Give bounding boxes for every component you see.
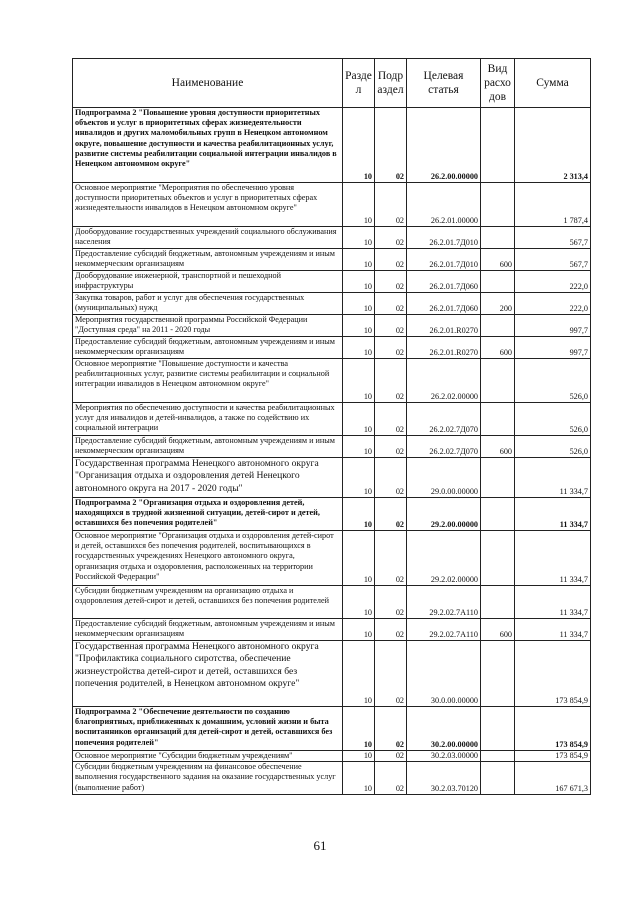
row-name-cell: Предоставление субсидий бюджетным, автономным учреждениям и иным некоммерческим организациям	[73, 249, 343, 271]
row-name-cell: Подпрограмма 2 "Обеспечение деятельности по созданию благоприятных, приближенных к домашним, условий жизни и быта воспитанников организаций для детей-сирот и детей, оставшихся без попечения родителей"	[73, 707, 343, 751]
table-row	[73, 227, 591, 249]
row-name-cell: Подпрограмма 2 "Повышение уровня доступности приоритетных объектов и услуг в приоритетных сферах жизнедеятельности инвалидов и других маломобильных групп в Ненецком автономном округе, повышение доступности и качества реабилитационных услуг, развитие системы реабилитации социальной интеграции инвалидов в Ненецком автономном округе"	[73, 108, 343, 183]
row-article-cell: 26.2.01.7Д010	[407, 227, 481, 249]
row-article-cell: 26.2.01.7Д060	[407, 271, 481, 293]
row-name-cell: Основное мероприятие "Мероприятия по обеспечению уровня доступности приоритетных объектов и услуг в приоритетных сферах жизнедеятельности инвалидов в Ненецком автономном округе"	[73, 183, 343, 227]
row-expense-type-cell: 600	[481, 436, 515, 458]
row-sum-cell: 526,0	[515, 436, 591, 458]
row-sum-cell: 11 334,7	[515, 498, 591, 531]
row-article-cell: 26.2.01.R0270	[407, 315, 481, 337]
row-expense-type-cell: 600	[481, 249, 515, 271]
row-article-cell: 30.2.00.00000	[407, 707, 481, 751]
row-article-cell: 30.2.03.00000	[407, 751, 481, 762]
row-sum-cell: 11 334,7	[515, 531, 591, 586]
row-article-cell: 26.2.02.7Д070	[407, 436, 481, 458]
row-subsection-cell: 02	[375, 641, 407, 707]
row-name-cell: Подпрограмма 2 "Организация отдыха и оздоровления детей, находящихся в трудной жизненной ситуации, детей-сирот и детей, оставшихся без попечения родителей"	[73, 498, 343, 531]
table-row	[73, 249, 591, 271]
row-sum-cell: 11 334,7	[515, 458, 591, 498]
row-expense-type-cell	[481, 315, 515, 337]
row-section-cell: 10	[343, 227, 375, 249]
table-row	[73, 641, 591, 707]
table-row	[73, 403, 591, 436]
row-article-cell: 26.2.02.00000	[407, 359, 481, 403]
row-expense-type-cell	[481, 707, 515, 751]
row-article-cell: 26.2.01.R0270	[407, 337, 481, 359]
table-row	[73, 458, 591, 498]
header-expense-type: Вид расхо дов	[481, 59, 515, 108]
row-name-cell: Субсидии бюджетным учреждениям на финансовое обеспечение выполнения государственного задания на оказание государственных услуг (выполнение работ)	[73, 762, 343, 795]
row-expense-type-cell	[481, 359, 515, 403]
row-sum-cell: 222,0	[515, 271, 591, 293]
row-section-cell: 10	[343, 751, 375, 762]
row-sum-cell: 167 671,3	[515, 762, 591, 795]
row-name-cell: Предоставление субсидий бюджетным, автономным учреждениям и иным некоммерческим организациям	[73, 337, 343, 359]
table-row	[73, 762, 591, 795]
row-subsection-cell: 02	[375, 271, 407, 293]
row-expense-type-cell	[481, 183, 515, 227]
row-expense-type-cell: 200	[481, 293, 515, 315]
row-article-cell: 26.2.01.7Д010	[407, 249, 481, 271]
row-subsection-cell: 02	[375, 227, 407, 249]
row-name-cell: Закупка товаров, работ и услуг для обеспечения государственных (муниципальных) нужд	[73, 293, 343, 315]
row-name-cell: Дооборудование государственных учреждений социального обслуживания населения	[73, 227, 343, 249]
table-row	[73, 707, 591, 751]
row-name-cell: Дооборудование инженерной, транспортной и пешеходной инфраструктуры	[73, 271, 343, 293]
row-name-cell: Государственная программа Ненецкого автономного округа "Организация отдыха и оздоровления детей Ненецкого автономного округа на 2017 - 2020 годы"	[73, 458, 343, 498]
table-header-row	[73, 59, 591, 108]
row-article-cell: 30.2.03.70120	[407, 762, 481, 795]
table-row	[73, 751, 591, 762]
row-sum-cell: 2 313,4	[515, 108, 591, 183]
row-sum-cell: 11 334,7	[515, 586, 591, 619]
table-row	[73, 183, 591, 227]
row-name-cell: Основное мероприятие "Организация отдыха и оздоровления детей-сирот и детей, оставшихся без попечения родителей, воспитывающихся в государственных учреждениях Ненецкого автономного округа, организация отдыха и оздоровления, расположенных на территории Российской Федерации"	[73, 531, 343, 586]
row-section-cell: 10	[343, 762, 375, 795]
row-article-cell: 29.2.02.7А110	[407, 619, 481, 641]
row-expense-type-cell	[481, 751, 515, 762]
table-body	[73, 108, 591, 795]
header-sum: Сумма	[515, 59, 591, 108]
row-sum-cell: 173 854,9	[515, 707, 591, 751]
row-section-cell: 10	[343, 271, 375, 293]
row-article-cell: 29.2.00.00000	[407, 498, 481, 531]
row-section-cell: 10	[343, 531, 375, 586]
table-row	[73, 498, 591, 531]
row-sum-cell: 1 787,4	[515, 183, 591, 227]
row-subsection-cell: 02	[375, 531, 407, 586]
row-section-cell: 10	[343, 586, 375, 619]
row-expense-type-cell	[481, 641, 515, 707]
budget-table	[72, 58, 591, 795]
table-row	[73, 337, 591, 359]
row-section-cell: 10	[343, 641, 375, 707]
row-subsection-cell: 02	[375, 436, 407, 458]
header-subsection: Подр аздел	[375, 59, 407, 108]
row-expense-type-cell: 600	[481, 337, 515, 359]
row-sum-cell: 222,0	[515, 293, 591, 315]
row-sum-cell: 997,7	[515, 315, 591, 337]
row-subsection-cell: 02	[375, 762, 407, 795]
row-subsection-cell: 02	[375, 586, 407, 619]
row-expense-type-cell	[481, 498, 515, 531]
row-subsection-cell: 02	[375, 751, 407, 762]
row-expense-type-cell: 600	[481, 619, 515, 641]
table-row	[73, 271, 591, 293]
row-section-cell: 10	[343, 619, 375, 641]
row-expense-type-cell	[481, 586, 515, 619]
row-sum-cell: 526,0	[515, 359, 591, 403]
row-subsection-cell: 02	[375, 315, 407, 337]
table-row	[73, 108, 591, 183]
table-row	[73, 619, 591, 641]
row-section-cell: 10	[343, 458, 375, 498]
row-sum-cell: 567,7	[515, 227, 591, 249]
table-row	[73, 586, 591, 619]
row-sum-cell: 526,0	[515, 403, 591, 436]
row-name-cell: Государственная программа Ненецкого автономного округа "Профилактика социального сиротства, обеспечение жизнеустройства детей-сирот и детей, оставшихся без попечения родителей, в Ненецком автономном округе"	[73, 641, 343, 707]
row-section-cell: 10	[343, 403, 375, 436]
row-section-cell: 10	[343, 249, 375, 271]
row-subsection-cell: 02	[375, 359, 407, 403]
row-sum-cell: 11 334,7	[515, 619, 591, 641]
row-section-cell: 10	[343, 359, 375, 403]
row-expense-type-cell	[481, 762, 515, 795]
row-sum-cell: 173 854,9	[515, 751, 591, 762]
table-row	[73, 315, 591, 337]
row-subsection-cell: 02	[375, 458, 407, 498]
row-name-cell: Основное мероприятие "Повышение доступности и качества реабилитационных услуг, развитие системы реабилитации и социальной интеграции инвалидов в Ненецком автономном округе"	[73, 359, 343, 403]
row-section-cell: 10	[343, 315, 375, 337]
header-article: Целевая статья	[407, 59, 481, 108]
row-article-cell: 26.2.02.7Д070	[407, 403, 481, 436]
row-article-cell: 30.0.00.00000	[407, 641, 481, 707]
page-number: 61	[313, 838, 327, 853]
row-article-cell: 26.2.00.00000	[407, 108, 481, 183]
table-row	[73, 359, 591, 403]
row-article-cell: 29.2.02.00000	[407, 531, 481, 586]
row-article-cell: 26.2.01.7Д060	[407, 293, 481, 315]
row-subsection-cell: 02	[375, 619, 407, 641]
table-row	[73, 293, 591, 315]
row-subsection-cell: 02	[375, 707, 407, 751]
row-expense-type-cell	[481, 227, 515, 249]
row-section-cell: 10	[343, 707, 375, 751]
row-expense-type-cell	[481, 403, 515, 436]
row-subsection-cell: 02	[375, 293, 407, 315]
header-name: Наименование	[73, 59, 343, 108]
row-subsection-cell: 02	[375, 403, 407, 436]
header-section: Разде л	[343, 59, 375, 108]
row-subsection-cell: 02	[375, 183, 407, 227]
row-subsection-cell: 02	[375, 337, 407, 359]
row-subsection-cell: 02	[375, 498, 407, 531]
table-row	[73, 531, 591, 586]
row-article-cell: 29.2.02.7А110	[407, 586, 481, 619]
row-section-cell: 10	[343, 108, 375, 183]
row-expense-type-cell	[481, 531, 515, 586]
row-article-cell: 29.0.00.00000	[407, 458, 481, 498]
row-section-cell: 10	[343, 436, 375, 458]
row-name-cell: Мероприятия по обеспечению доступности и качества реабилитационных услуг для инвалидов и детей-инвалидов, а также по содействию их социальной интеграции	[73, 403, 343, 436]
row-article-cell: 26.2.01.00000	[407, 183, 481, 227]
row-name-cell: Субсидии бюджетным учреждениям на организацию отдыха и оздоровления детей-сирот и детей, оставшихся без попечения родителей	[73, 586, 343, 619]
row-expense-type-cell	[481, 458, 515, 498]
row-section-cell: 10	[343, 183, 375, 227]
row-name-cell: Основное мероприятие "Субсидии бюджетным учреждениям"	[73, 751, 343, 762]
table-row	[73, 436, 591, 458]
row-subsection-cell: 02	[375, 249, 407, 271]
row-name-cell: Мероприятия государственной программы Российской Федерации "Доступная среда" на 2011 - 2020 годы	[73, 315, 343, 337]
row-sum-cell: 173 854,9	[515, 641, 591, 707]
row-name-cell: Предоставление субсидий бюджетным, автономным учреждениям и иным некоммерческим организациям	[73, 436, 343, 458]
row-subsection-cell: 02	[375, 108, 407, 183]
row-sum-cell: 997,7	[515, 337, 591, 359]
row-section-cell: 10	[343, 293, 375, 315]
row-expense-type-cell	[481, 108, 515, 183]
row-sum-cell: 567,7	[515, 249, 591, 271]
row-name-cell: Предоставление субсидий бюджетным, автономным учреждениям и иным некоммерческим организациям	[73, 619, 343, 641]
row-section-cell: 10	[343, 498, 375, 531]
row-section-cell: 10	[343, 337, 375, 359]
row-expense-type-cell	[481, 271, 515, 293]
